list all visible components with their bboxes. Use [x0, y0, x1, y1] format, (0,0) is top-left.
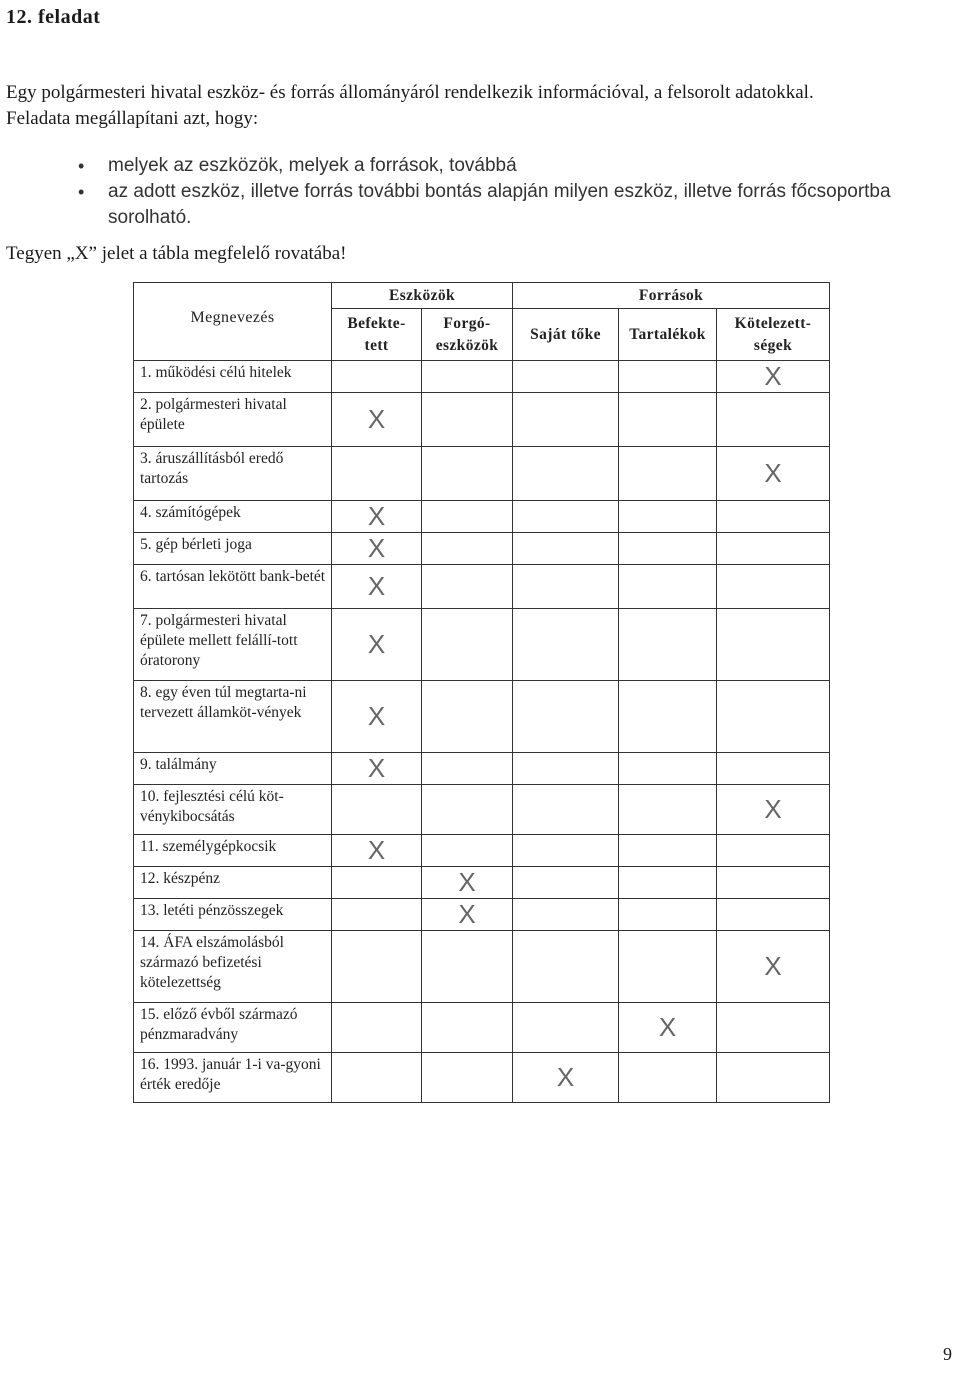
mark-cell [619, 867, 717, 899]
mark-cell [717, 447, 830, 501]
mark-cell [332, 361, 422, 393]
mark-cell [422, 785, 513, 835]
row-label [134, 1053, 332, 1103]
mark-cell [513, 899, 619, 931]
table-row [134, 931, 830, 1003]
mark-cell [513, 785, 619, 835]
row-label-text: 16. 1993. január 1-i va-gyoni érték eredője [140, 1056, 321, 1093]
list-item: • az adott eszköz, illetve forrás további bontás alapján milyen eszköz, illetve forrás főcsoportba sorolható. [78, 179, 948, 231]
mark-cell [332, 393, 422, 447]
row-label [134, 609, 332, 681]
mark-cell [717, 899, 830, 931]
mark-cell [513, 681, 619, 753]
table-row [134, 501, 830, 533]
row-label [134, 533, 332, 565]
header-kotelezettsegek: Kötelezett- ségek [717, 309, 830, 361]
row-label-text: 5. gép bérleti joga [140, 536, 252, 553]
mark-cell [717, 1003, 830, 1053]
table-row [134, 681, 830, 753]
mark-cell [332, 899, 422, 931]
mark-cell [332, 609, 422, 681]
table-row [134, 753, 830, 785]
row-label [134, 393, 332, 447]
mark-cell [513, 447, 619, 501]
mark-cell [422, 1003, 513, 1053]
row-label [134, 899, 332, 931]
mark-cell [332, 681, 422, 753]
table-row [134, 899, 830, 931]
row-label-text: 11. személygépkocsik [140, 838, 277, 855]
mark-cell [422, 393, 513, 447]
page-number: 9 [943, 1344, 952, 1364]
mark-cell [332, 1003, 422, 1053]
mark-cell [513, 361, 619, 393]
mark-cell [422, 835, 513, 867]
row-label [134, 447, 332, 501]
mark-cell [422, 867, 513, 899]
mark-cell [422, 533, 513, 565]
row-label [134, 931, 332, 1003]
mark-cell [332, 785, 422, 835]
mark-cell [513, 1003, 619, 1053]
row-label [134, 785, 332, 835]
mark-cell [619, 785, 717, 835]
x-mark: X [367, 571, 386, 601]
table-row [134, 867, 830, 899]
x-mark: X [764, 951, 782, 981]
mark-cell [717, 361, 830, 393]
row-label-text: 15. előző évből származó pénzmaradvány [140, 1006, 298, 1043]
mark-cell [513, 565, 619, 609]
mark-cell [619, 565, 717, 609]
mark-cell [717, 867, 830, 899]
row-label-text: 13. letéti pénzösszegek [140, 902, 284, 919]
header-forgoeszkozok: Forgó- eszközök [422, 309, 513, 361]
mark-cell [513, 533, 619, 565]
list-item: • melyek az eszközök, melyek a források, továbbá [78, 153, 948, 179]
mark-cell [619, 931, 717, 1003]
row-label [134, 501, 332, 533]
mark-cell [513, 501, 619, 533]
mark-cell [513, 393, 619, 447]
mark-cell [717, 931, 830, 1003]
mark-cell [422, 681, 513, 753]
instruction-text: Tegyen „X” jelet a tábla megfelelő rovatába! [6, 243, 347, 264]
mark-cell [619, 753, 717, 785]
intro-line-2: Feladata megállapítani azt, hogy: [6, 108, 259, 129]
header-forrasok: Források [513, 283, 830, 309]
mark-cell [422, 565, 513, 609]
mark-cell [422, 501, 513, 533]
row-label-text: 12. készpénz [140, 870, 221, 887]
x-mark: X [367, 701, 386, 731]
mark-cell [619, 609, 717, 681]
mark-cell [717, 565, 830, 609]
mark-cell [513, 931, 619, 1003]
row-label-text: 1. működési célú hitelek [140, 364, 292, 381]
mark-cell [717, 533, 830, 565]
mark-cell [332, 931, 422, 1003]
intro-line-1: Egy polgármesteri hivatal eszköz- és forrás állományáról rendelkezik információval, a felsorolt adatokkal. [6, 82, 814, 103]
mark-cell [619, 835, 717, 867]
row-label-text: 8. egy éven túl megtarta-ni tervezett államköt-vények [140, 684, 307, 721]
mark-cell [619, 681, 717, 753]
row-label-text: 2. polgármesteri hivatal épülete [140, 396, 287, 433]
mark-cell [422, 931, 513, 1003]
mark-cell [513, 1053, 619, 1103]
x-mark: X [458, 867, 476, 897]
mark-cell [717, 501, 830, 533]
mark-cell [332, 447, 422, 501]
mark-cell [422, 1053, 513, 1103]
x-mark: X [367, 835, 386, 865]
x-mark: X [764, 361, 782, 391]
mark-cell [619, 393, 717, 447]
row-label [134, 753, 332, 785]
table-row [134, 785, 830, 835]
mark-cell [717, 785, 830, 835]
row-label-text: 7. polgármesteri hivatal épülete mellett felállí-tott óratorony [140, 612, 298, 669]
mark-cell [619, 447, 717, 501]
header-megnevezes: Megnevezés [134, 283, 332, 361]
mark-cell [422, 447, 513, 501]
mark-cell [717, 393, 830, 447]
mark-cell [332, 867, 422, 899]
mark-cell [619, 501, 717, 533]
row-label [134, 361, 332, 393]
row-label [134, 867, 332, 899]
mark-cell [619, 1003, 717, 1053]
mark-cell [619, 533, 717, 565]
table-row [134, 393, 830, 447]
mark-cell [422, 753, 513, 785]
row-label-text: 4. számítógépek [140, 504, 241, 521]
table-row [134, 1003, 830, 1053]
header-eszkozok: Eszközök [332, 283, 513, 309]
mark-cell [717, 609, 830, 681]
mark-cell [717, 1053, 830, 1103]
row-label [134, 565, 332, 609]
row-label-text: 9. találmány [140, 756, 217, 773]
header-sajat-toke: Saját tőke [513, 309, 619, 361]
mark-cell [619, 1053, 717, 1103]
mark-cell [422, 609, 513, 681]
table-row [134, 1053, 830, 1103]
table-row [134, 533, 830, 565]
mark-cell [619, 361, 717, 393]
table-row [134, 609, 830, 681]
x-mark: X [367, 753, 386, 783]
mark-cell [332, 1053, 422, 1103]
x-mark: X [556, 1062, 575, 1092]
row-label-text: 14. ÁFA elszámolásból származó befizetési kötelezettség [140, 934, 284, 991]
question-list [78, 153, 948, 231]
mark-cell [332, 835, 422, 867]
row-label [134, 681, 332, 753]
table-row [134, 447, 830, 501]
row-label-text: 6. tartósan lekötött bank-betét [140, 568, 326, 585]
mark-cell [332, 565, 422, 609]
x-mark: X [658, 1012, 677, 1042]
x-mark: X [367, 404, 386, 434]
x-mark: X [458, 899, 476, 929]
mark-cell [513, 609, 619, 681]
row-label-text: 3. áruszállításból eredő tartozás [140, 450, 284, 487]
mark-cell [717, 835, 830, 867]
mark-cell [422, 899, 513, 931]
row-label [134, 835, 332, 867]
row-label-text: 10. fejlesztési célú köt-vénykibocsátás [140, 788, 284, 825]
mark-cell [332, 501, 422, 533]
mark-cell [717, 681, 830, 753]
table-row [134, 835, 830, 867]
table-row [134, 565, 830, 609]
x-mark: X [367, 629, 386, 659]
intro-text [6, 80, 946, 132]
mark-cell [717, 753, 830, 785]
row-label [134, 1003, 332, 1053]
x-mark: X [764, 794, 782, 824]
mark-cell [513, 835, 619, 867]
x-mark: X [367, 533, 386, 563]
task-title: 12. feladat [6, 6, 101, 28]
mark-cell [332, 753, 422, 785]
x-mark: X [367, 501, 386, 531]
header-tartalekok: Tartalékok [619, 309, 717, 361]
mark-cell [332, 533, 422, 565]
x-mark: X [764, 458, 782, 488]
mark-cell [513, 753, 619, 785]
mark-cell [619, 899, 717, 931]
classification-table [133, 282, 830, 1103]
table-row [134, 361, 830, 393]
mark-cell [513, 867, 619, 899]
mark-cell [422, 361, 513, 393]
header-befektetett: Befekte- tett [332, 309, 422, 361]
